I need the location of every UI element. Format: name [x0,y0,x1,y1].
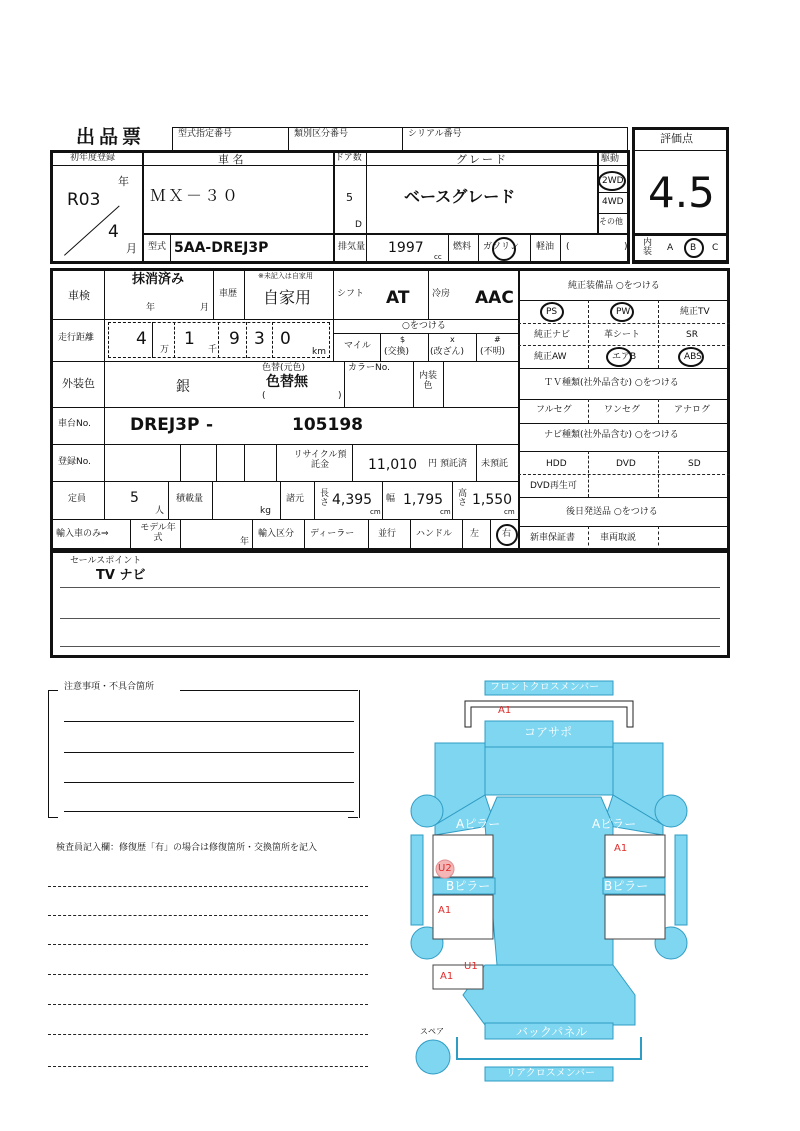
inspection-value: 抹消済み [132,272,185,287]
color-label: 外装色 [62,377,95,390]
drive-4wd: 4WD [602,197,624,207]
mark-u2: U2 [438,863,452,874]
front-hood-area [485,747,613,795]
ac-value: AAC [475,288,514,308]
mark-left-a1: A1 [438,905,452,916]
inspector-label: 検査員記入欄：修復歴「有」の場合は修復箇所・交換箇所を記入 [56,843,318,853]
score-value: 4.5 [648,168,715,217]
equip-sr: SR [686,330,698,340]
repaint-label: 色替(元色) [262,363,306,373]
load-label: 積載量 [176,494,204,504]
length-value: 4,395 [332,492,373,508]
first-reg-year: R03 [67,190,101,210]
a-pillar-left-label: Aピラー [456,817,501,831]
drive-other: その他 [599,217,623,226]
front-left-wheel [411,795,443,827]
handle-right: 右 [502,529,512,539]
navi-title: ナビ種類(社外品含む) ○をつける [544,430,679,440]
equip-airbag-circle [606,347,632,367]
interior-color-label: 内装色 [418,371,437,391]
dims-label: 諸元 [286,494,305,504]
equip-abs: ABS [684,352,702,362]
b-pillar-left-label: Bピラー [446,879,491,893]
handle-left: 左 [470,529,480,539]
shift-label: シフト [337,289,365,299]
import-kind-label: 輸入区分 [258,529,295,539]
color-no-label: カラーNo. [348,363,390,373]
displacement-label: 排気量 [338,242,366,252]
rear-floor [463,965,635,1025]
fuel-gasoline: ガソリン [483,242,520,252]
equip-ps-circle [540,302,564,322]
mark-front-a1: A1 [498,705,512,716]
class-label: 類別区分番号 [294,129,349,139]
header-id-fields [172,127,628,151]
mileage-unknown: (不明) [480,347,506,357]
height-value: 1,550 [472,492,513,508]
equip-abs-circle [678,347,704,367]
tv-analog: アナログ [674,405,711,415]
back-panel-label: バックパネル [516,1025,588,1039]
mileage-digit-5: 0 [280,329,291,349]
chassis-prefix: DREJ3P [130,415,200,435]
door-label: ドア数 [335,153,362,163]
equip-pw: PW [616,307,631,317]
tv-oneseg: ワンセグ [604,405,641,415]
spare-label: スペア [420,1027,444,1036]
drive-2wd: 2WD [602,176,624,186]
handle-label: ハンドル [416,529,453,539]
later-warranty: 新車保証書 [530,533,576,543]
model-value: 5AA-DREJ3P [174,240,269,256]
drive-label: 駆動 [601,154,620,164]
history-note: ※未記入は自家用 [258,272,313,280]
fuel-label: 燃料 [453,242,472,252]
fuel-diesel: 軽油 [536,242,555,252]
rear-cross-label: リアクロスメンバー [506,1068,595,1079]
notes-label: 注意事項・不具合箇所 [64,682,155,692]
color-value: 銀 [176,379,190,395]
import-label: 輸入車のみ⇒ [56,529,109,539]
import-parallel: 並行 [378,529,397,539]
drive-circle-mark [598,171,626,191]
displacement-value: 1997 [388,240,424,256]
capacity-value: 5 [130,490,139,506]
import-dealer: ディーラー [310,529,355,539]
mileage-digit-3: 9 [229,329,240,349]
first-reg-label: 初年度登録 [70,153,116,163]
equip-airbag: エアB [612,352,637,362]
grade-label: グレード [456,153,508,166]
model-label: 型式 [148,242,167,252]
capacity-label: 定員 [68,494,87,504]
mark-right-a1: A1 [614,843,628,854]
front-cross-label: フロントクロスメンバー [490,682,600,693]
serial-label: シリアル番号 [408,129,462,139]
front-right-wheel [655,795,687,827]
shift-value: AT [386,288,410,308]
sales-point-block [50,550,730,658]
registration-label: 登録No. [58,457,91,467]
mileage-circle-note: ○をつける [402,321,446,331]
left-rear-door [433,895,493,939]
equip-leather: 革シート [604,330,641,340]
width-value: 1,795 [403,492,444,508]
model-cert-label: 型式指定番号 [178,129,233,139]
mileage-label: 走行距離 [58,333,95,343]
later-manual: 車両取説 [600,533,637,543]
mileage-digit-4: 3 [254,329,265,349]
auction-slip-page: 出品票 型式指定番号 類別区分番号 シリアル番号 評価点 4.5 初年度登録 年 R03 4 月 車 名 ＭＸ－３０ ドア数 5 D グレード ベースグレード 駆動 2WD 4WD その他 型式 5AA-DREJ3P 排気量 1997 cc 燃料 ガソリン 軽油 ( ) 内装 A B C 車検 抹消済み 年 月 車歴 ※未記入は自家用 自家用 シフト AT 冷房 AAC 走行距離 4 万 1 千 9 3 0 km ○をつける マイル $ (交換) x (改ざん) # (不明) 外装色 銀 色替(元色) 色替無 ( ) カラーNo. 内装色 車台No. DREJ3P - 105198 登録No. リサイクル預託金 11,010 円 預託済 未預託 定員 5 人 積載量 kg 諸元 長さ 4,395 cm 幅 1,795 cm 高さ 1,550 cm 輸入車のみ⇒ モデル年式 年 輸入区分 ディーラー 並行 ハンドル 左 右 純正装備品 ○をつける PS PW 純正TV 純正ナビ 革シート SR 純正AW エアB ABS ＴＶ種類(社外品含む) ○をつける フルセグ ワンセグ アナログ ナビ種類(社外品含む) ○をつける HDD DVD SD DVD再生可 後日発送品 ○をつける 新車保証書 車両取説 セールスポイント TV ナビ 注意事項・不具合箇所 検査員記入欄：修復歴「有」の場合は修復箇所・交換箇所を記入 フロントクロスメンバー A1 コアサポ Aピラー Aピラー A1 U2 Bピラー Bピラー A1 A1 U1 バックパネル リアクロスメンバー スペア [0,0,800,1131]
car-name-label: 車 名 [218,153,244,166]
mileage-exchanged: (交換) [384,347,410,357]
car-name-value: ＭＸ－３０ [150,186,241,205]
core-support-label: コアサポ [524,725,573,739]
inspection-label: 車検 [68,289,90,302]
chassis-label: 車台No. [58,419,91,429]
navi-sd: SD [688,459,701,469]
equip-navi: 純正ナビ [534,330,571,340]
equipment-title: 純正装備品 ○をつける [568,281,660,291]
fuel-circle-mark [492,237,516,261]
spare-wheel [416,1040,450,1074]
equip-aw: 純正AW [534,352,567,362]
chassis-number: 105198 [292,415,363,435]
handle-circle-mark [496,524,518,546]
score-label: 評価点 [660,132,693,145]
recycle-not-deposited: 未預託 [481,459,509,469]
sales-point-value: TV ナビ [96,568,146,583]
interior-grade-b: B [690,243,697,253]
left-side-sill [411,835,423,925]
mileage-mile: マイル [344,341,371,351]
recycle-value: 11,010 [368,457,417,473]
right-side-sill [675,835,687,925]
mileage-digit-2: 1 [184,329,195,349]
notes-box [48,690,360,818]
interior-grade-circle-mark [684,238,704,258]
mileage-digit-1: 4 [136,329,147,349]
equip-tv: 純正TV [680,307,710,317]
navi-hdd: HDD [546,459,567,469]
right-front-door [605,835,665,877]
repaint-value: 色替無 [266,374,308,390]
history-label: 車歴 [219,289,238,299]
grade-value: ベースグレード [404,187,516,206]
right-rear-door [605,895,665,939]
tv-title: ＴＶ種類(社外品含む) ○をつける [544,378,679,388]
sales-point-label: セールスポイント [70,556,142,566]
mark-rear-a1: A1 [440,971,454,982]
recycle-label: リサイクル預託金 [293,450,347,470]
equip-pw-circle [610,302,634,322]
first-reg-month: 4 [108,222,119,242]
slip-title: 出品票 [76,126,146,148]
mileage-tampered: (改ざん) [430,347,465,357]
later-title: 後日発送品 ○をつける [566,507,658,517]
model-year-label: モデル年式 [140,523,176,543]
interior-grade-label: 内装 [641,237,651,255]
navi-dvd-play: DVD再生可 [530,481,577,491]
a-pillar-right-label: Aピラー [592,817,637,831]
recycle-deposited: 預託済 [440,459,468,469]
tv-fullseg: フルセグ [536,405,572,415]
navi-dvd: DVD [616,459,636,469]
history-value: 自家用 [263,288,312,307]
ac-label: 冷房 [432,289,451,299]
mark-u1: U1 [464,961,478,972]
equip-ps: PS [546,307,558,317]
b-pillar-right-label: Bピラー [604,879,649,893]
door-value: 5 [346,191,353,204]
rear-bumper-bracket [457,1037,641,1059]
